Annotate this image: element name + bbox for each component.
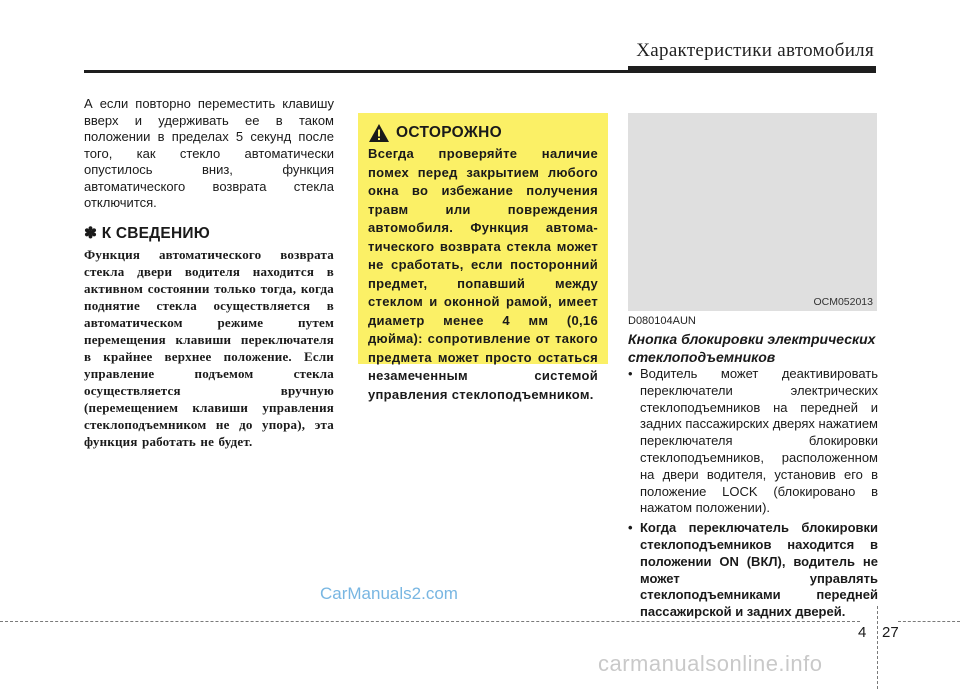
left-column [84, 96, 334, 450]
footer-divider [0, 621, 860, 622]
note-heading: ✽ К СВЕДЕНИЮ [84, 224, 210, 242]
list-item [628, 366, 878, 517]
photo-code: OCM052013 [813, 296, 873, 308]
warning-text: Всегда проверяйте наличие помех перед закрытием любого окна во избежание получения травм или повреждения автомобиля. Функция автома-тического возврата стекла может не сработать, если посторонний предмет, попавший между стеклом и оконной рамой, имеет диаметр менее 4 мм (0,16 дюйма): сопротивление от такого предмета может просто остаться незамеченным системой управления стеклоподъемником. [368, 146, 598, 402]
page-number: 27 [882, 624, 899, 641]
warning-triangle-icon [368, 123, 390, 143]
bullet-text: Когда переключатель блокировки стеклоподъемников находится в положении ON (ВКЛ), водитель не может управлять стеклоподъемниками передней пассажирской и задних дверей. [640, 520, 878, 620]
warning-title-row [368, 123, 598, 143]
list-item [628, 520, 878, 621]
warning-title: ОСТОРОЖНО [396, 124, 502, 141]
header-rule-accent [628, 66, 876, 71]
section-heading: Кнопка блокировки электрических стеклоподъемников [628, 331, 876, 365]
warning-box [358, 113, 608, 402]
page-header-title: Характеристики автомобиля [636, 40, 874, 61]
bullet-mark: • [628, 520, 633, 536]
footer-divider [898, 621, 960, 622]
watermark-text: carmanualsonline.info [598, 651, 823, 676]
watermark-link[interactable]: CarManuals2.com [320, 584, 458, 603]
bullet-mark: • [628, 366, 633, 381]
bullet-list [628, 366, 878, 621]
intro-paragraph: А если повторно переместить клавишу вверх и удерживать ее в таком положении в пределах 5 секунд после того, как стекло автоматически опустилось вниз, функция автоматического возврата стекла отключится. [84, 96, 334, 210]
reference-code: D080104AUN [628, 315, 696, 327]
footer-vertical-divider [877, 606, 878, 689]
chapter-number: 4 [858, 624, 867, 641]
window-lock-photo [628, 113, 877, 311]
note-paragraph: Функция автоматического возврата стекла двери водителя находится в активном состоянии только тогда, когда поднятие стекла осуществляется в автоматическом режиме путем перемещения клавиши переключателя в крайнее верхнее положение. Если управление подъемом стекла осуществляется вручную (перемещением клавиши управления стеклоподъемником не до упора), эта функция работать не будет. [84, 247, 334, 449]
bullet-text: Водитель может деактивировать переключатели электрических стеклоподъемников на передней и задних пассажирских дверях нажатием переключателя блокировки стеклоподъемников, расположенном на двери водителя, установив его в положение LOCK (блокировано в нажатом положении). [640, 366, 878, 516]
